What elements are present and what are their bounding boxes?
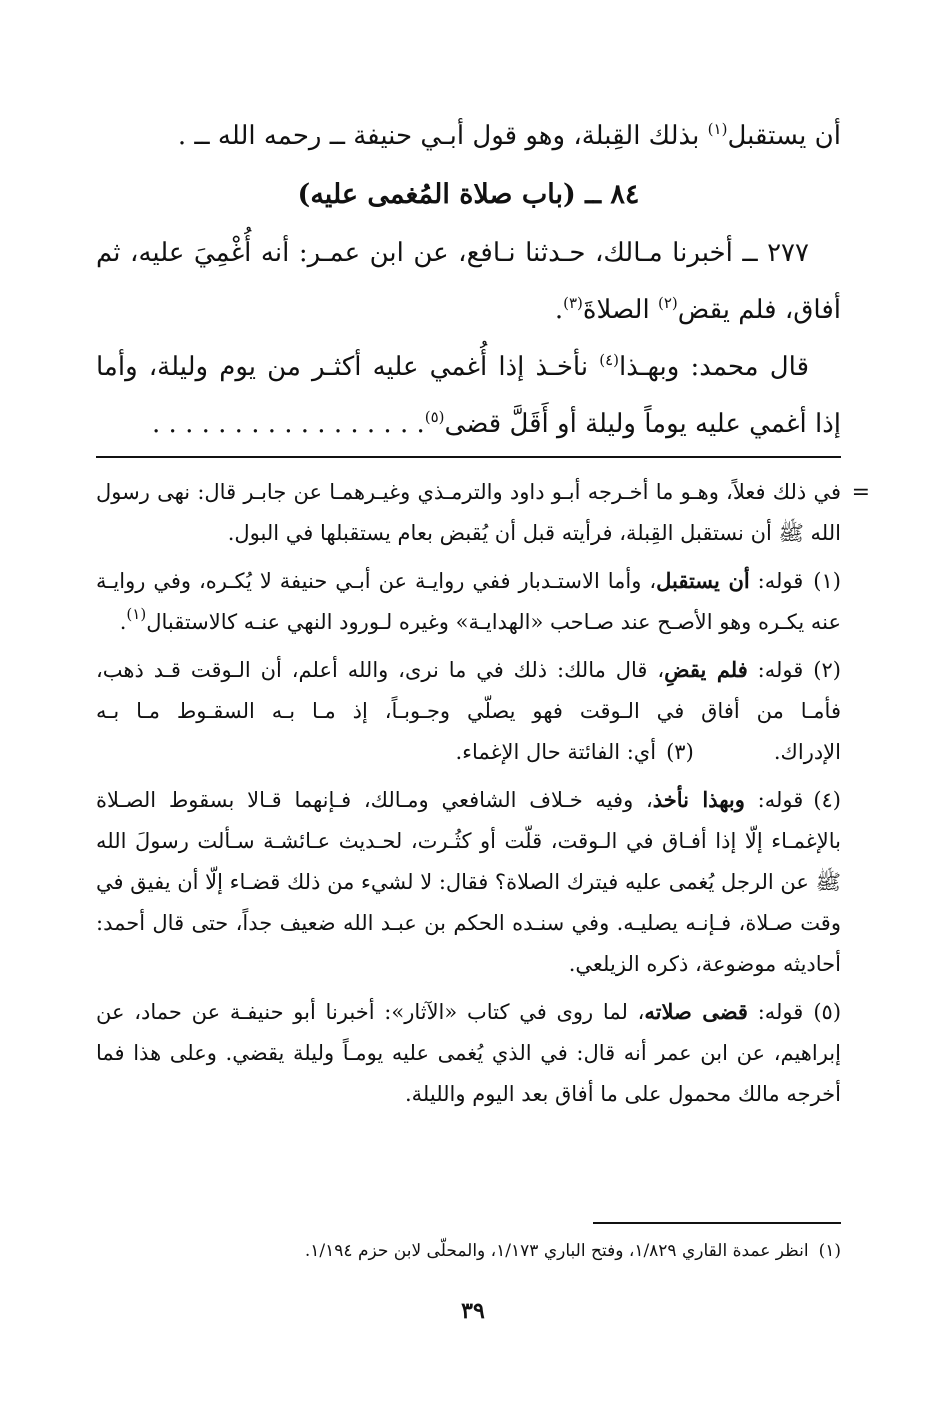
ref-3[interactable]: (٣) — [563, 294, 583, 312]
main-line-1: أن يستقبل$^{(١)}$ بذلك القِبلة، وهو قول أبـي حنيفة ــ رحمه الله ــ . — [177, 120, 841, 151]
footnote — [96, 1234, 841, 1268]
ref-5[interactable]: (٥) — [424, 408, 445, 426]
note-5-key: قضى صلاته — [644, 999, 748, 1024]
footnote-divider — [593, 1222, 841, 1224]
note-2-number: (٢) — [813, 658, 841, 682]
main-text — [96, 108, 841, 453]
note-3: أي: الفائتة حال الإغماء. — [455, 740, 657, 764]
page-number: ٣٩ — [461, 1298, 485, 1324]
continuation-marker: = — [851, 480, 870, 505]
note-2: (٢)قوله: فلم يقضِ، قال مالك: ذلك في ما نرى، والله أعلم، أن الـوقت قـد ذهب، فأمـا من أفاق في الـوقت فهو يصلّي وجـوبـاً، إذ مـا بـه السقـوط مـا بـه الإدراك. (٣)أي: الفائتة حال الإغماء. — [96, 649, 841, 773]
hadith-277: ٢٧٧ ــ أخبرنا مـالك، حـدثنا نـافع، عن ابن عمـر: أنه أُغْمِيَ عليه، ثم أفاق، فلم يقض$^{(٢)}$ الصلاةَ$^{(٣)}$. — [96, 238, 841, 325]
footnote-number: (١) — [818, 1241, 841, 1261]
note-1-key: أن يستقبل — [656, 568, 750, 593]
ref-2[interactable]: (٢) — [657, 294, 678, 312]
note-4-key: وبهذا نأخذ — [652, 787, 745, 812]
note-2-key: فلم يقضِ — [664, 657, 748, 682]
note-1-ref[interactable]: (١) — [126, 605, 147, 623]
notes-divider — [96, 456, 841, 458]
note-1: (١)قوله: أن يستقبل، وأما الاستـدبار ففي روايـة عن أبـي حنيفة لا يُكـره، وفي روايـة عنه يكـره وهو الأصـح عند صـاحب «الهدايـة» وغيره لـورود النهي عنـه كالاستقبال$^{(١)}$. — [96, 560, 841, 643]
ref-1[interactable]: (١) — [707, 120, 728, 138]
note-5: (٥)قوله: قضى صلاته، لما روى في كتاب «الآثار»: أخبرنا أبو حنيفـة عن حماد، عن إبراهيم، عن ابن عمر أنه قال: في الذي يُغمى عليه يومـاً وليلة يقضي. وعلى هذا فما أخرجه مالك محمول على ما أفاق بعد اليوم والليلة. — [96, 991, 841, 1115]
note-4: (٤)قوله: وبهذا نأخذ، وفيه خـلاف الشافعي ومـالك، فـإنهما قـالا بسقوط الصـلاة بالإغمـاء إلّا إذا أفـاق في الـوقت، قلّت أو كثُـرت، لحـديث عـائشـة سـألت رسولَ الله ﷺ عن الرجل يُغمى عليه فيترك الصلاة؟ فقال: لا لشيء من ذلك قضـاء إلّا أن يفيق في وقت صـلاة، فـإنـه يصليـه. وفي سنـده الحكم بن عبـد الله ضعيف جداً، حتى قال أحمد: أحاديثه موضوعة، ذكره الزيلعي. — [96, 779, 841, 985]
note-5-number: (٥) — [813, 1000, 842, 1024]
muhammad-comment: قال محمد: وبهـذا$^{(٤)}$ نأخـذ إذا أُغمي عليه أكثـر من يوم وليلة، وأما إذا أغمي عليه يوماً وليلة أو أَقَلَّ قضى$^{(٥)}$. . . . . . . . . . . . . . . . . — [96, 351, 841, 439]
ref-4[interactable]: (٤) — [599, 351, 620, 369]
footnote-text: انظر عمدة القاري ١/٨٢٩، وفتح الباري ١/١٧٣، والمحلّى لابن حزم ١/١٩٤. — [304, 1241, 809, 1261]
note-4-number: (٤) — [813, 788, 841, 812]
commentary-notes — [96, 472, 841, 1121]
note-1-number: (١) — [813, 569, 841, 593]
note-continuation: في ذلك فعلاً، وهـو ما أخـرجه أبـو داود والترمـذي وغيـرهمـا عن جابـر قال: نهى رسول الله ﷺ أن نستقبل القِبلة، فرأيته قبل أن يُقبض بعام يستقبلها في البول. — [96, 480, 841, 545]
note-3-number: (٣) — [666, 740, 694, 764]
chapter-title: ٨٤ ــ (باب صلاة المُغمى عليه) — [297, 179, 640, 210]
